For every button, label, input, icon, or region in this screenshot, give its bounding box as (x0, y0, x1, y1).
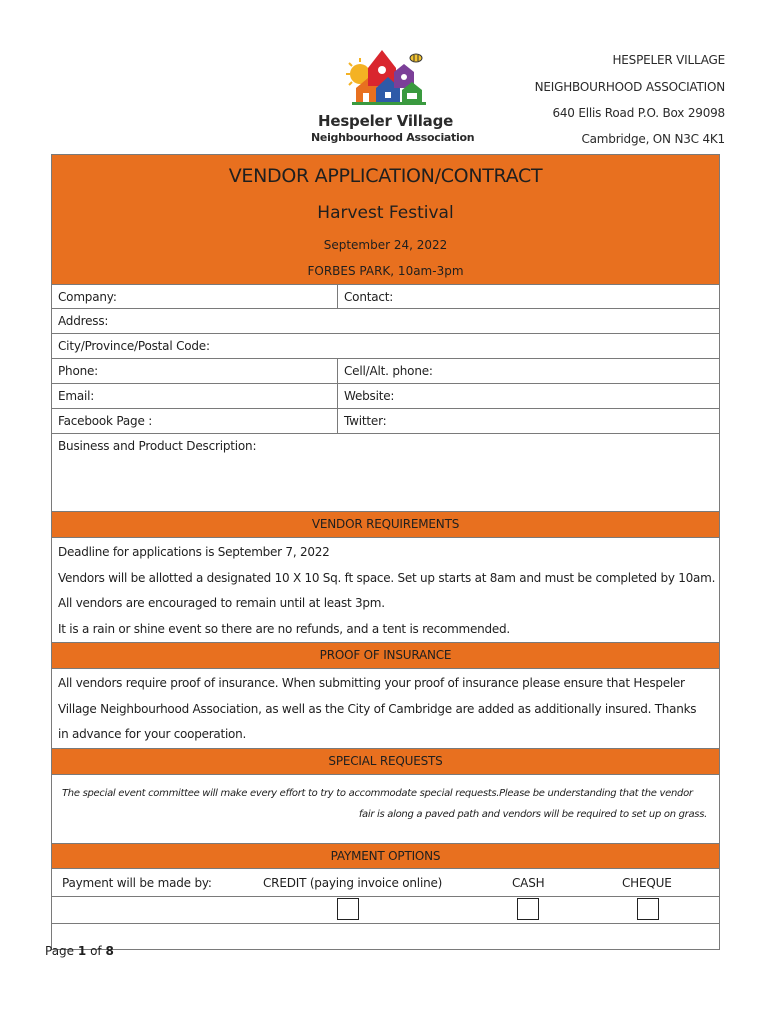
form-row (51, 409, 720, 434)
event-date: September 24, 2022 (323, 238, 448, 252)
vendor-requirements-body (51, 538, 720, 643)
form-title: VENDOR APPLICATION/CONTRACT (228, 165, 543, 187)
houses-logo-icon (306, 44, 466, 114)
requirement-line: Deadline for applications is September 7, 2022 (58, 545, 330, 559)
form-row (51, 309, 720, 334)
address-line-2: NEIGHBOURHOOD ASSOCIATION (534, 80, 725, 94)
page-current: 1 (77, 944, 87, 958)
requirement-line: It is a rain or shine event so there are no refunds, and a tent is recommended. (58, 621, 510, 636)
special-requests-header: SPECIAL REQUESTS (51, 749, 720, 775)
special-requests-body (51, 775, 720, 843)
payment-option-credit-label: CREDIT (paying invoice online) (263, 875, 443, 890)
contact-field[interactable]: Contact: (344, 290, 394, 304)
logo-subtitle: Neighbourhood Association (311, 131, 475, 144)
payment-option-cash-label: CASH (512, 875, 545, 890)
description-label: Business and Product Description: (58, 439, 257, 453)
vendor-form (51, 154, 720, 950)
cell-phone-field[interactable]: Cell/Alt. phone: (344, 364, 433, 378)
payment-empty-row (51, 924, 720, 950)
payment-label: Payment will be made by: (62, 875, 212, 890)
insurance-line: All vendors require proof of insurance. When submitting your proof of insurance please ensure that Hespeler (58, 676, 685, 690)
address-field[interactable]: Address: (58, 314, 109, 328)
of-word: of (90, 944, 102, 958)
phone-field[interactable]: Phone: (52, 359, 338, 383)
payment-checkbox-row (51, 897, 720, 924)
cash-checkbox[interactable] (517, 898, 539, 920)
twitter-field[interactable]: Twitter: (344, 414, 387, 428)
event-location: FORBES PARK, 10am-3pm (307, 264, 464, 278)
insurance-line: Village Neighbourhood Association, as well as the City of Cambridge are added as additionally insured. Thanks (58, 701, 697, 716)
special-requests-line-2: fair is along a paved path and vendors will be required to set up on grass. (358, 808, 707, 820)
event-name: Harvest Festival (317, 203, 454, 223)
cheque-checkbox[interactable] (637, 898, 659, 920)
logo-title: Hespeler Village (318, 112, 454, 130)
address-line-4: Cambridge, ON N3C 4K1 (581, 132, 725, 146)
payment-option-cheque-label: CHEQUE (622, 875, 672, 890)
insurance-header: PROOF OF INSURANCE (51, 643, 720, 669)
address-line-3: 640 Ellis Road P.O. Box 29098 (552, 106, 725, 120)
insurance-body (51, 669, 720, 749)
description-field[interactable] (51, 434, 720, 512)
company-field[interactable]: Company: (52, 285, 338, 308)
page-footer (45, 944, 114, 958)
facebook-field[interactable]: Facebook Page : (52, 409, 338, 433)
form-row (51, 334, 720, 359)
page-total: 8 (105, 944, 114, 958)
payment-labels-row (51, 869, 720, 897)
form-row (51, 384, 720, 409)
address-line-1: HESPELER VILLAGE (612, 53, 725, 67)
payment-options-header: PAYMENT OPTIONS (51, 843, 720, 869)
special-requests-line-1: The special event committee will make every effort to try to accommodate special requests.Please be understanding that the vendor (62, 787, 693, 799)
page-word: Page (45, 944, 75, 958)
form-header (51, 154, 720, 284)
requirement-line: Vendors will be allotted a designated 10 X 10 Sq. ft space. Set up starts at 8am and must be completed by 10am. (58, 570, 716, 585)
requirement-line: All vendors are encouraged to remain until at least 3pm. (58, 596, 385, 610)
city-province-postal-field[interactable]: City/Province/Postal Code: (58, 339, 210, 353)
insurance-line: in advance for your cooperation. (58, 727, 247, 741)
email-field[interactable]: Email: (52, 384, 338, 408)
form-row (51, 359, 720, 384)
website-field[interactable]: Website: (344, 389, 395, 403)
credit-checkbox[interactable] (337, 898, 359, 920)
form-row (51, 284, 720, 309)
vendor-requirements-header: VENDOR REQUIREMENTS (51, 512, 720, 538)
